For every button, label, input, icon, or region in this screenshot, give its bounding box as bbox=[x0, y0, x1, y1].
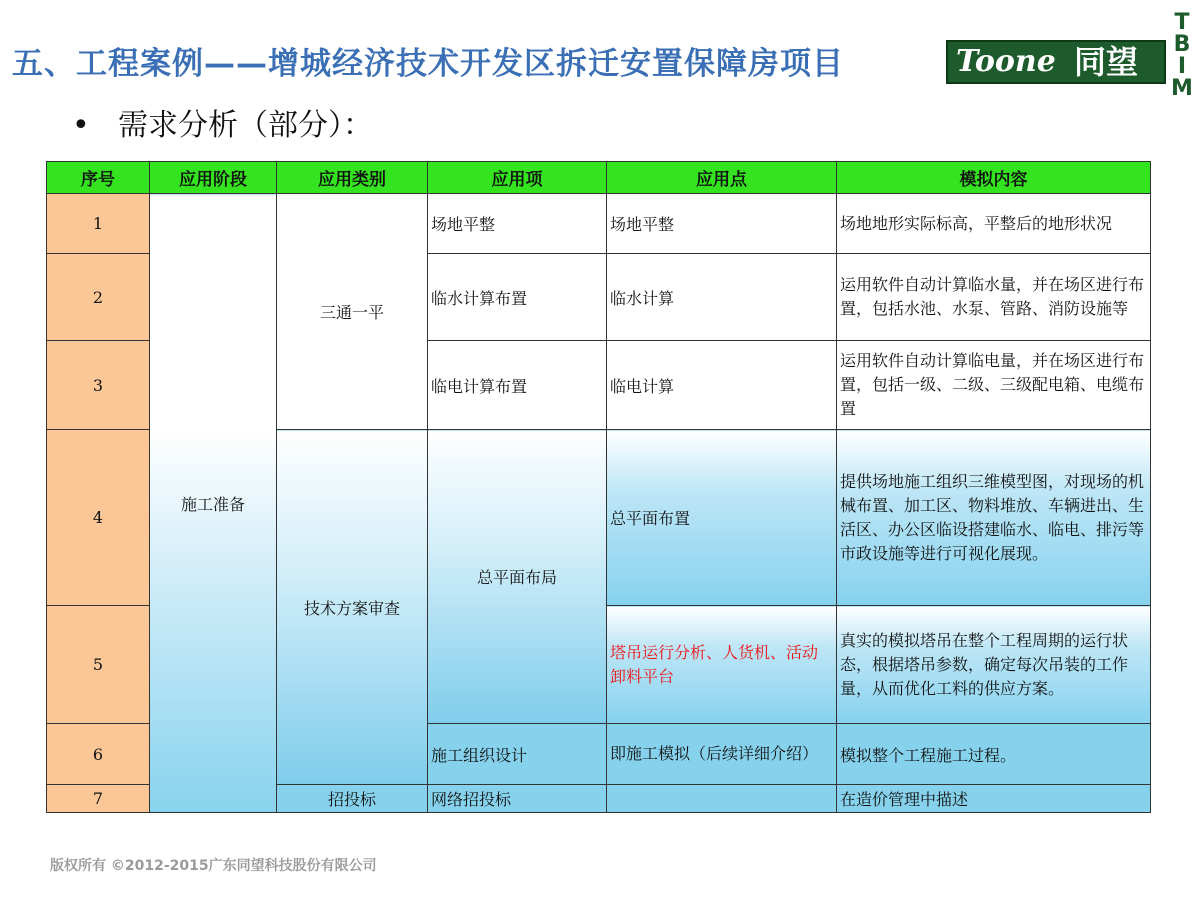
content-cell: 运用软件自动计算临电量，并在场区进行布置，包括一级、二级、三级配电箱、电缆布置 bbox=[837, 341, 1151, 430]
item-cell: 施工组织设计 bbox=[428, 724, 607, 785]
row-number: 5 bbox=[47, 606, 150, 724]
row-number: 6 bbox=[47, 724, 150, 785]
copyright-footer: 版权所有 ©2012-2015广东同望科技股份有限公司 bbox=[50, 858, 377, 874]
logo-box bbox=[946, 40, 1166, 84]
header-category: 应用类别 bbox=[277, 162, 428, 194]
point-cell bbox=[607, 785, 837, 813]
content-cell: 提供场地施工组织三维模型图，对现场的机械布置、加工区、物料堆放、车辆进出、生活区、办公区临设搭建临水、临电、排污等市政设施等进行可视化展现。 bbox=[837, 430, 1151, 606]
content-cell: 在造价管理中描述 bbox=[837, 785, 1151, 813]
table-row bbox=[47, 194, 1151, 254]
category-cell: 招投标 bbox=[277, 785, 428, 813]
content-cell: 真实的模拟塔吊在整个工程周期的运行状态，根据塔吊参数，确定每次吊装的工作量，从而优化工料的供应方案。 bbox=[837, 606, 1151, 724]
header-content: 模拟内容 bbox=[837, 162, 1151, 194]
point-cell: 即施工模拟（后续详细介绍） bbox=[607, 724, 837, 785]
item-cell: 临水计算布置 bbox=[428, 254, 607, 341]
tbim-letter: I bbox=[1177, 54, 1187, 79]
point-cell: 总平面布置 bbox=[607, 430, 837, 606]
bullet-dot: • bbox=[72, 108, 90, 143]
table-header-row bbox=[47, 162, 1151, 194]
item-cell: 网络招投标 bbox=[428, 785, 607, 813]
item-cell: 总平面布局 bbox=[428, 430, 607, 724]
point-cell: 临水计算 bbox=[607, 254, 837, 341]
tbim-letter: M bbox=[1171, 76, 1193, 101]
page-title: 五、工程案例——增城经济技术开发区拆迁安置保障房项目 bbox=[12, 46, 844, 82]
row-number: 3 bbox=[47, 341, 150, 430]
row-number: 1 bbox=[47, 194, 150, 254]
item-cell: 临电计算布置 bbox=[428, 341, 607, 430]
row-number: 7 bbox=[47, 785, 150, 813]
logo-cn: 同望 bbox=[1074, 43, 1139, 81]
tbim-letter: B bbox=[1173, 32, 1191, 57]
category-cell: 三通一平 bbox=[277, 194, 428, 430]
logo-en: Toone bbox=[956, 44, 1056, 79]
row-number: 2 bbox=[47, 254, 150, 341]
row-number: 4 bbox=[47, 430, 150, 606]
header-stage: 应用阶段 bbox=[150, 162, 277, 194]
point-cell: 场地平整 bbox=[607, 194, 837, 254]
content-cell: 运用软件自动计算临水量，并在场区进行布置，包括水池、水泵、管路、消防设施等 bbox=[837, 254, 1151, 341]
stage-cell: 施工准备 bbox=[150, 194, 277, 813]
header-seq: 序号 bbox=[47, 162, 150, 194]
bullet-text: 需求分析（部分）： bbox=[118, 108, 373, 143]
category-cell: 技术方案审查 bbox=[277, 430, 428, 785]
content-cell: 场地地形实际标高，平整后的地形状况 bbox=[837, 194, 1151, 254]
bullet-heading bbox=[72, 100, 373, 144]
header-point: 应用点 bbox=[607, 162, 837, 194]
tbim-letter: T bbox=[1174, 10, 1190, 35]
point-cell: 塔吊运行分析、人货机、活动卸料平台 bbox=[607, 606, 837, 724]
item-cell: 场地平整 bbox=[428, 194, 607, 254]
point-cell: 临电计算 bbox=[607, 341, 837, 430]
tbim-vertical-label bbox=[1168, 12, 1196, 100]
header-item: 应用项 bbox=[428, 162, 607, 194]
requirements-table bbox=[46, 161, 1151, 813]
content-cell: 模拟整个工程施工过程。 bbox=[837, 724, 1151, 785]
toone-logo bbox=[946, 40, 1166, 82]
